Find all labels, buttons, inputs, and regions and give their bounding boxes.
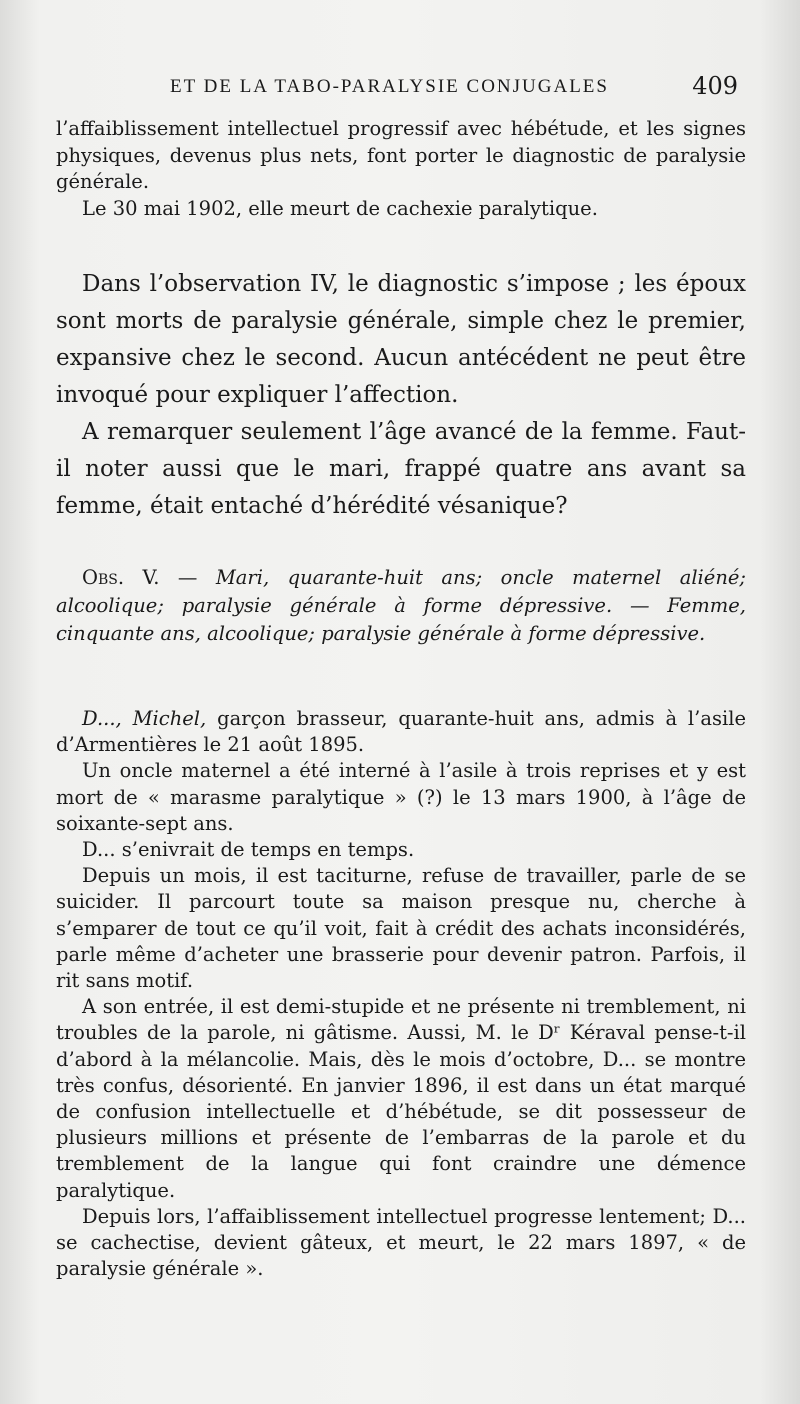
paragraph: l’affaiblissement intellectuel progressif avec hébétude, et les signes physiques, devenus plus nets, font porter le diagnostic de paralysie générale. <box>56 117 746 193</box>
patient-name: D..., Michel, <box>82 707 207 730</box>
page-number: 409 <box>692 72 738 100</box>
paragraph <box>56 706 746 758</box>
paragraph-block-top <box>56 116 746 222</box>
page-header <box>170 72 738 106</box>
paragraph-text: garçon brasseur, quarante-huit ans, admis à l’asile d’Armentières le 21 août 1895. <box>56 707 747 757</box>
observation-text: Mari, quarante-huit ans; oncle maternel aliéné; alcoolique; paralysie générale à forme dépressive. — Femme, cinquante ans, alcoolique; paralysie générale à forme dépressive. <box>56 566 747 645</box>
paragraph: A son entrée, il est demi-stupide et ne présente ni tremblement, ni troubles de la parole, ni gâtisme. Aussi, M. le Dʳ Kéraval pense-t-il d’abord à la mélancolie. Mais, dès le mois d’octobre, D... se montre très confus, désorienté. En janvier 1896, il est dans un état marqué de confusion intellectuelle et d’hébétude, se dit possesseur de plusieurs millions et présente de l’embarras de la parole et du tremblement de la langue qui font craindre une démence paralytique. <box>56 995 746 1202</box>
paragraph: D... s’enivrait de temps en temps. <box>82 838 415 862</box>
paragraph-block-case <box>56 706 746 1282</box>
paragraph: Depuis lors, l’affaiblissement intellectuel progresse lentement; D... se cachectise, devient gâteux, et meurt, le 22 mars 1897, « de paralysie générale ». <box>56 1204 746 1281</box>
paragraph-block-comment <box>56 266 746 525</box>
running-title: ET DE LA TABO-PARALYSIE CONJUGALES <box>170 76 609 97</box>
paragraph: Un oncle maternel a été interné à l’asile à trois reprises et y est mort de « marasme paralytique » (?) le 13 mars 1900, à l’âge de soixante-sept ans. <box>56 759 746 835</box>
paragraph: Depuis un mois, il est taciturne, refuse de travailler, parle de se suicider. Il parcourt toute sa maison presque nu, cherche à s’emparer de tout ce qu’il voit, fait à crédit des achats inconsidérés, parle même d’acheter une brasserie pour devenir patron. Parfois, il rit sans motif. <box>56 864 746 993</box>
observation-dash: — <box>159 566 216 589</box>
paragraph: Le 30 mai 1902, elle meurt de cachexie paralytique. <box>82 196 598 220</box>
observation-heading <box>56 564 746 648</box>
observation-label: Obs. V. <box>82 566 160 589</box>
paragraph: A remarquer seulement l’âge avancé de la femme. Faut-il noter aussi que le mari, frappé quatre ans avant sa femme, était entaché d’hérédité vésanique? <box>56 419 746 519</box>
paragraph: Dans l’observation IV, le diagnostic s’impose ; les époux sont morts de paralysie générale, simple chez le premier, expansive chez le second. Aucun antécédent ne peut être invoqué pour expliquer l’affection. <box>56 271 746 408</box>
observation-summary <box>56 564 746 648</box>
